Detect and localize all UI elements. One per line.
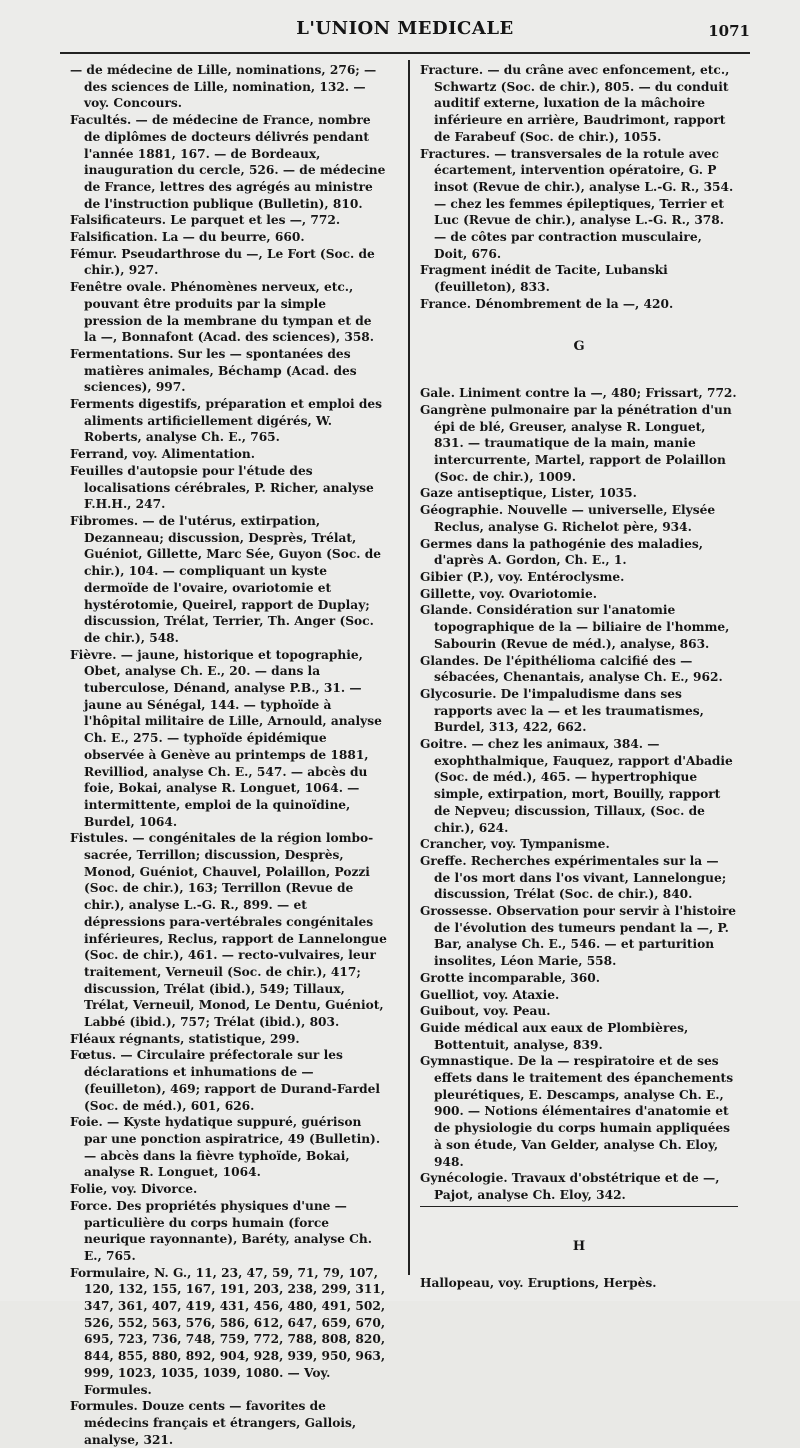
index-entry: France. Dénombrement de la —, 420. <box>420 296 674 311</box>
index-entry: Formulaire, N. G., 11, 23, 47, 59, 71, 79, 107, 120, 132, 155, 167, 191, 203, 238, 299, 311, 347, 361, 407, 419, 431, 456, 480, 491, 502, 526, 552, 563, 576, 586, 612, 647, 659, 670, 695, 723, 736, 748, 759, 772, 788, 808, 820, 844, 855, 880, 892, 904, 928, 939, 950, 963, 999, 1023, 1035, 1039, 1080. — Voy. Formules. <box>70 1265 386 1397</box>
index-entry: Formules. Douze cents — favorites de médecins français et étrangers, Gallois, analyse, 321. <box>70 1399 357 1447</box>
entries-h <box>420 1275 738 1292</box>
index-entry: Fractures. — transversales de la rotule avec écartement, intervention opératoire, G. P insot (Revue de chir.), analyse L.-G. R., 354. — chez les femmes épileptiques, Terrier et Luc (Revue de chir.), analyse L.-G. R., 378. — de côtes par contraction musculaire, Doit, 676. <box>420 146 734 261</box>
index-entry: Hallopeau, voy. Eruptions, Herpès. <box>420 1276 657 1291</box>
section-letter-g: G <box>573 338 585 354</box>
entries-g <box>420 385 738 1203</box>
index-entry: Gynécologie. Travaux d'obstétrique et de —, Pajot, analyse Ch. Eloy, 342. <box>420 1171 720 1202</box>
index-entry: Gibier (P.), voy. Entéroclysme. <box>420 569 625 584</box>
index-entry: Fenêtre ovale. Phénomènes nerveux, etc., pouvant être produits par la simple pression de la membrane du tympan et de la —, Bonnafont (Acad. des sciences), 358. <box>70 280 375 345</box>
index-entry: Fibromes. — de l'utérus, extirpation, Dezanneau; discussion, Desprès, Trélat, Guéniot, Gillette, Marc Sée, Guyon (Soc. de chir.), 104. — compliquant un kyste dermoïde de l'ovaire, ovariotomie et hystérotomie, Queirel, rapport de Duplay; discussion, Trélat, Terrier, Th. Anger (Soc. de chir.), 548. <box>70 513 382 645</box>
index-entry: Guelliot, voy. Ataxie. <box>420 987 560 1002</box>
index-entry: Fracture. — du crâne avec enfoncement, etc., Schwartz (Soc. de chir.), 805. — du conduit auditif externe, luxation de la mâchoire inférieure en arrière, Baudrimont, rapport de Farabeuf (Soc. de chir.), 1055. <box>420 63 730 144</box>
index-entry: Fermentations. Sur les — spontanées des matières animales, Béchamp (Acad. des sciences), 997. <box>70 346 357 395</box>
index-entry: Facultés. — de médecine de France, nombre de diplômes de docteurs délivrés pendant l'année 1881, 167. — de Bordeaux, inauguration du cercle, 526. — de médecine de France, lettres des agrégés au ministre de l'instruction publique (Bulletin), 810. <box>70 113 386 211</box>
index-entry: Grotte incomparable, 360. <box>420 970 600 985</box>
index-entry: Glande. Considération sur l'anatomie topographique de la — biliaire de l'homme, Sabourin (Revue de méd.), analyse, 863. <box>420 603 730 651</box>
index-entry: Grossesse. Observation pour servir à l'histoire de l'évolution des tumeurs pendant la —, P. Bar, analyse Ch. E., 546. — et parturition insolites, Léon Marie, 558. <box>420 904 737 969</box>
index-entry: Gangrène pulmonaire par la pénétration d'un épi de blé, Greuser, analyse R. Longuet, 831. — traumatique de la main, manie intercurrente, Martel, rapport de Polaillon (Soc. de chir.), 1009. <box>420 402 732 484</box>
index-entry: Gale. Liniment contre la —, 480; Frissart, 772. <box>420 386 737 401</box>
index-entry: Gymnastique. De la — respiratoire et de ses effets dans le traitement des épanchements pleurétiques, E. Descamps, analyse Ch. E., 900. — Notions élémentaires d'anatomie et de physiologie du corps humain appliquées à son étude, Van Gelder, analyse Ch. Eloy, 948. <box>420 1054 734 1169</box>
index-entry: Ferrand, voy. Alimentation. <box>70 447 255 462</box>
index-entry: Gaze antiseptique, Lister, 1035. <box>420 486 637 501</box>
index-entry: Glandes. De l'épithélioma calcifié des — sébacées, Chenantais, analyse Ch. E., 962. <box>420 653 723 685</box>
index-entry: Géographie. Nouvelle — universelle, Elysée Reclus, analyse G. Richelot père, 934. <box>420 503 716 534</box>
index-entry: Guide médical aux eaux de Plombières, Bottentuit, analyse, 839. <box>420 1020 689 1052</box>
column-divider <box>408 60 410 1275</box>
index-entry: Guibout, voy. Peau. <box>420 1004 551 1019</box>
left-column <box>70 62 388 1447</box>
page-number: 1071 <box>708 22 750 40</box>
index-entry: Fistules. — congénitales de la région lombo-sacrée, Terrillon; discussion, Desprès, Monod, Guéniot, Chauvel, Polaillon, Pozzi (Soc. de chir.), 163; Terrillon (Revue de chir.), analyse L.-G. R., 899. — et dépressions para-vertébrales congénitales inférieures, Reclus, rapport de Lannelongue (Soc. de chir.), 461. — recto-vulvaires, leur traitement, Verneuil (Soc. de chir.), 417; discussion, Trélat (ibid.), 549; Tillaux, Trélat, Verneuil, Monod, Le Dentu, Guéniot, Labbé (ibid.), 757; Trélat (ibid.), 803. <box>70 831 387 1030</box>
entries-f <box>420 62 738 313</box>
index-entry: Goitre. — chez les animaux, 384. — exophthalmique, Fauquez, rapport d'Abadie (Soc. de méd.), 465. — hypertrophique simple, extirpation, mort, Bouilly, rapport de Nepveu; discussion, Tillaux, (Soc. de chir.), 624. <box>420 737 733 835</box>
journal-title: L'UNION MEDICALE <box>296 18 514 39</box>
index-entry: Folie, voy. Divorce. <box>70 1182 198 1197</box>
index-entry: Falsificateurs. Le parquet et les —, 772. <box>70 213 341 228</box>
index-entry: Crancher, voy. Tympanisme. <box>420 837 610 852</box>
section-letter-h: H <box>572 1238 586 1254</box>
section-rule <box>420 1206 738 1207</box>
index-entry: Force. Des propriétés physiques d'une — particulière du corps humain (force neurique rayonnante), Baréty, analyse Ch. E., 765. <box>70 1198 372 1263</box>
running-head <box>60 16 750 46</box>
index-entry: Greffe. Recherches expérimentales sur la — de l'os mort dans l'os vivant, Lannelongue; discussion, Trélat (Soc. de chir.), 840. <box>420 853 727 902</box>
right-column <box>420 62 738 1291</box>
index-entry: Ferments digestifs, préparation et emploi des aliments artificiellement digérés, W. Roberts, analyse Ch. E., 765. <box>70 397 383 445</box>
index-entry: Fragment inédit de Tacite, Lubanski (feuilleton), 833. <box>420 263 668 295</box>
index-entry: Fœtus. — Circulaire préfectorale sur les déclarations et inhumations de — (feuilleton), 469; rapport de Durand-Fardel (Soc. de méd.), 601, 626. <box>70 1048 381 1113</box>
index-entry: Germes dans la pathogénie des maladies, d'après A. Gordon, Ch. E., 1. <box>420 536 704 568</box>
index-entry: Feuilles d'autopsie pour l'étude des localisations cérébrales, P. Richer, analyse F.H.H., 247. <box>70 463 374 512</box>
index-entry: Glycosurie. De l'impaludisme dans ses rapports avec la — et les traumatismes, Burdel, 313, 422, 662. <box>420 686 704 735</box>
index-entry: Fémur. Pseudarthrose du —, Le Fort (Soc. de chir.), 927. <box>70 246 375 278</box>
index-entry: — de médecine de Lille, nominations, 276; — des sciences de Lille, nomination, 132. — voy. Concours. <box>70 63 377 111</box>
index-entry: Foie. — Kyste hydatique suppuré, guérison par une ponction aspiratrice, 49 (Bulletin). — abcès dans la fièvre typhoïde, Bokai, analyse R. Longuet, 1064. <box>70 1115 381 1180</box>
index-entry: Fléaux régnants, statistique, 299. <box>70 1031 300 1046</box>
index-entry: Gillette, voy. Ovariotomie. <box>420 586 597 601</box>
header-rule <box>60 52 750 54</box>
index-entry: Falsification. La — du beurre, 660. <box>70 230 305 245</box>
index-entry: Fièvre. — jaune, historique et topographie, Obet, analyse Ch. E., 20. — dans la tuberculose, Dénand, analyse P.B., 31. — jaune au Sénégal, 144. — typhoïde à l'hôpital militaire de Lille, Arnould, analyse Ch. E., 275. — typhoïde épidémique observée à Genève au printemps de 1881, Revilliod, analyse Ch. E., 547. — abcès du foie, Bokai, analyse R. Longuet, 1064. — intermittente, emploi de la quinoïdine, Burdel, 1064. <box>70 647 382 829</box>
